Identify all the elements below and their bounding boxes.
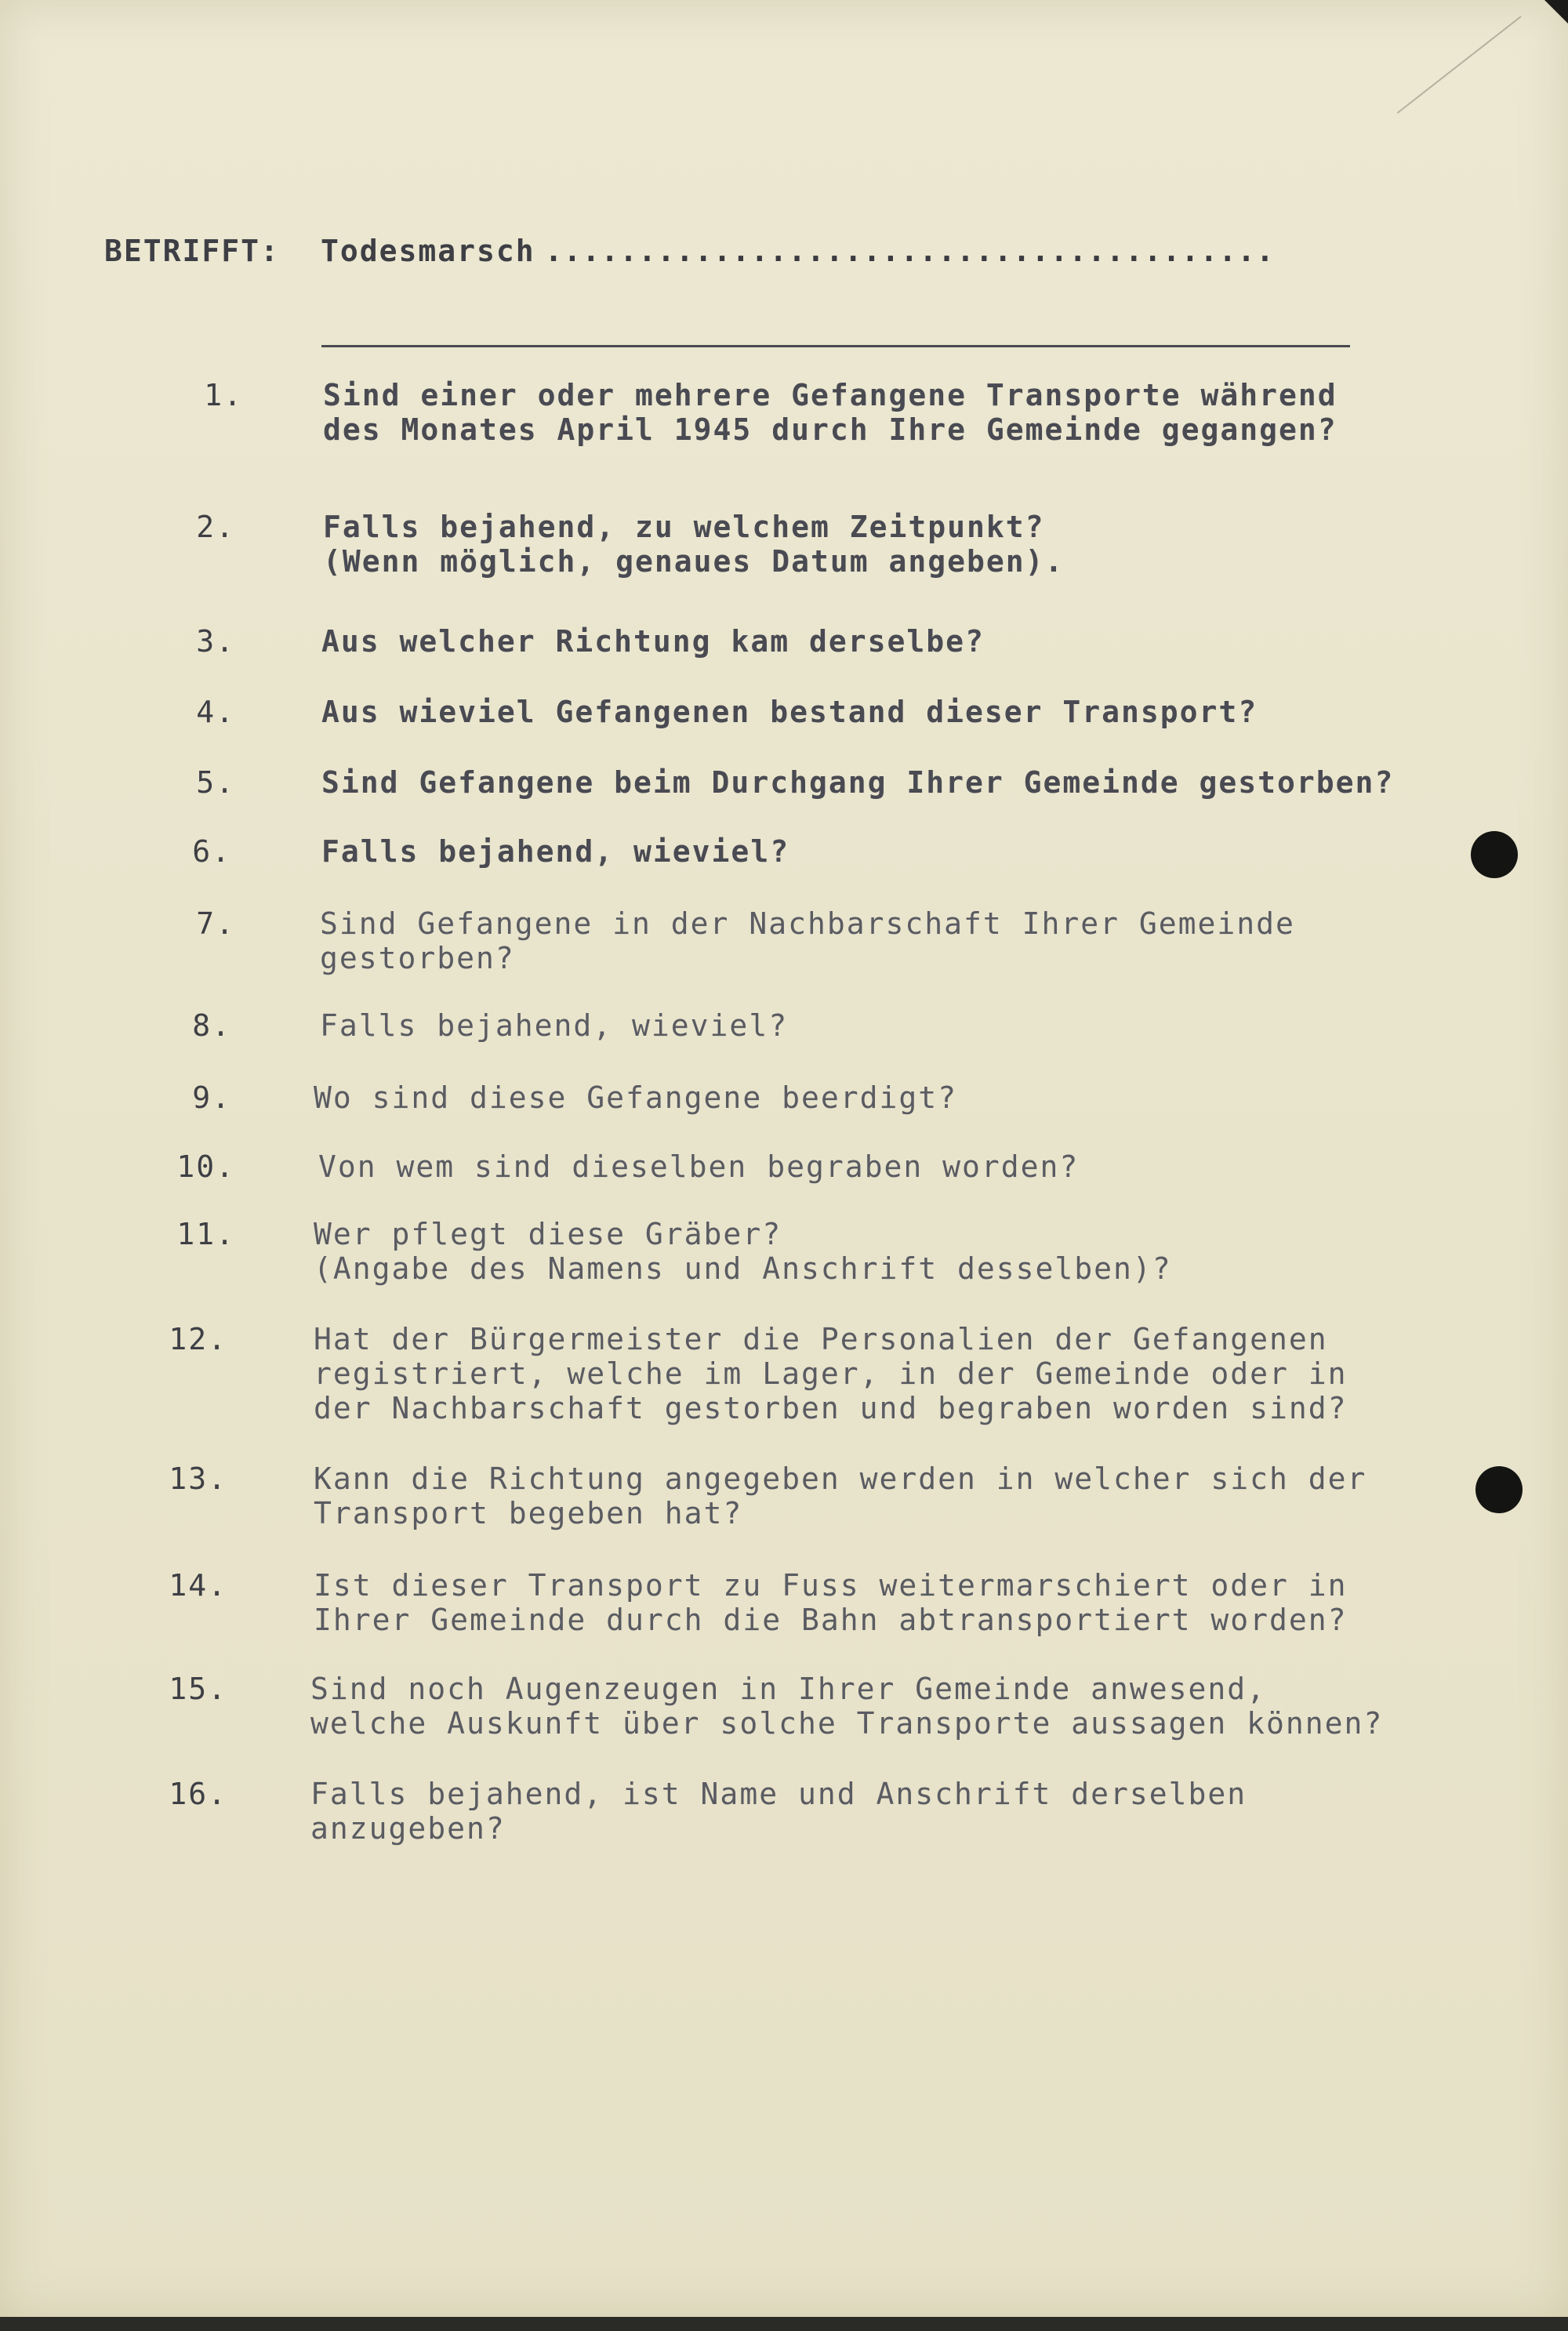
question-number: 12. [169, 1322, 227, 1356]
punch-hole [1475, 1466, 1523, 1513]
question-number: 11. [176, 1217, 235, 1251]
question-number: 14. [169, 1568, 227, 1603]
punch-hole [1471, 831, 1518, 878]
question-text: Wer pflegt diese Gräber? (Angabe des Namens und Anschrift desselben)? [314, 1217, 1172, 1286]
question-number: 15. [169, 1672, 227, 1706]
question-text: Sind Gefangene beim Durchgang Ihrer Gemeinde gestorben? [321, 765, 1395, 800]
question-text: Aus welcher Richtung kam derselbe? [321, 624, 985, 659]
betrifft-label: BETRIFFT: [104, 234, 280, 268]
question-number: 9. [192, 1080, 231, 1115]
question-number: 13. [169, 1461, 227, 1496]
question-text: Kann die Richtung angegeben werden in welcher sich der Transport begeben hat? [314, 1461, 1367, 1530]
question-text: Sind noch Augenzeugen in Ihrer Gemeinde anwesend, welche Auskunft über solche Transporte aussagen können? [310, 1672, 1384, 1741]
question-number: 16. [169, 1777, 227, 1811]
question-number: 1. [204, 378, 243, 412]
question-text: Ist dieser Transport zu Fuss weitermarschiert oder in Ihrer Gemeinde durch die Bahn abtransportiert worden? [314, 1568, 1348, 1637]
question-number: 2. [196, 510, 235, 544]
question-text: Falls bejahend, wieviel? [321, 834, 790, 869]
question-text: Falls bejahend, wieviel? [320, 1008, 789, 1043]
question-number: 8. [192, 1008, 231, 1043]
question-number: 7. [196, 906, 235, 941]
question-number: 10. [176, 1149, 235, 1184]
question-number: 3. [196, 624, 235, 659]
question-text: Sind einer oder mehrere Gefangene Transporte während des Monates April 1945 durch Ihre Gemeinde gegangen? [323, 378, 1338, 447]
dotted-leader: ....................................... [544, 234, 1275, 268]
question-text: Sind Gefangene in der Nachbarschaft Ihrer Gemeinde gestorben? [320, 906, 1295, 975]
question-number: 4. [196, 695, 235, 729]
question-number: 5. [196, 765, 235, 800]
question-text: Falls bejahend, zu welchem Zeitpunkt? (Wenn möglich, genaues Datum angeben). [323, 510, 1065, 579]
subject-text: Todesmarsch [321, 234, 535, 268]
question-number: 6. [192, 834, 231, 869]
question-text: Hat der Bürgermeister die Personalien der Gefangenen registriert, welche im Lager, in der Gemeinde oder in der Nachbarschaft gestorben und begraben worden sind? [314, 1322, 1348, 1425]
question-text: Von wem sind dieselben begraben worden? [318, 1149, 1080, 1184]
question-text: Aus wieviel Gefangenen bestand dieser Transport? [321, 695, 1258, 729]
question-text: Falls bejahend, ist Name und Anschrift derselben anzugeben? [310, 1777, 1247, 1846]
question-text: Wo sind diese Gefangene beerdigt? [314, 1080, 957, 1115]
